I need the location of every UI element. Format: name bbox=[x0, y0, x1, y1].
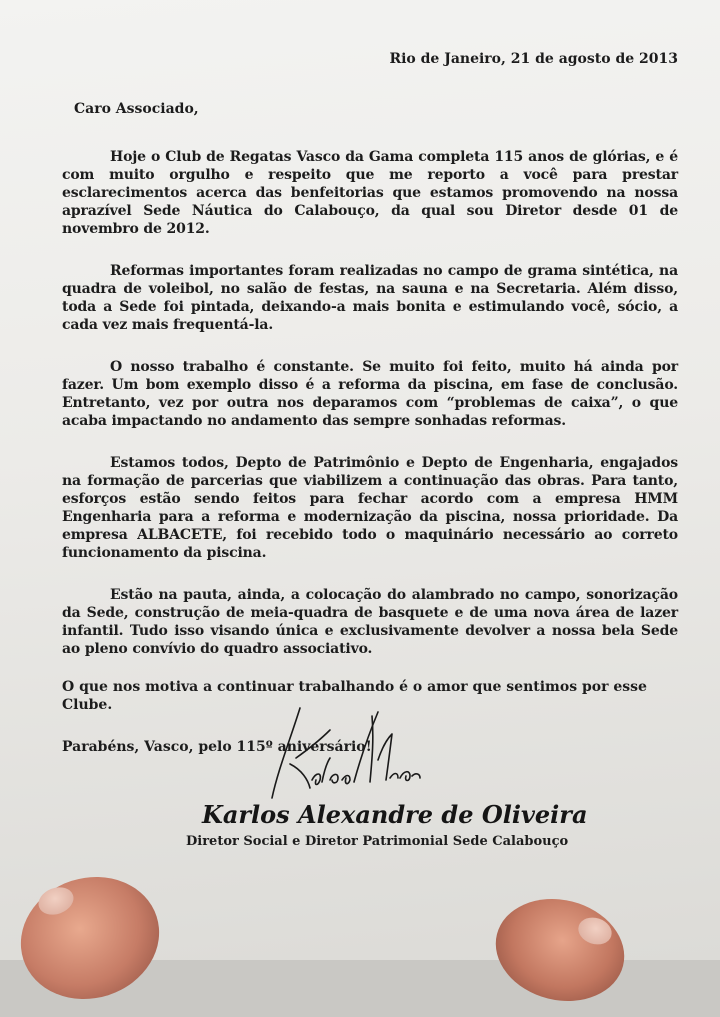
closing-motive: O que nos motiva a continuar trabalhando é o amor que sentimos por esse Clube. bbox=[62, 679, 647, 713]
closing-congratulations: Parabéns, Vasco, pelo 115º aniversário! bbox=[62, 739, 372, 755]
paragraph-anniversary: Hoje o Club de Regatas Vasco da Gama completa 115 anos de glórias, e é com muito orgulho e respeito que me reporto a você para prestar esclarecimentos acerca das benfeitorias que estamos promovendo na nossa aprazível Sede Náutica do Calabouço, da qual sou Diretor desde 01 de novembro de 2012. bbox=[62, 149, 678, 237]
signer-title: Diretor Social e Diretor Patrimonial Sede Calabouço bbox=[186, 834, 569, 849]
handwritten-signature bbox=[260, 700, 460, 810]
paragraph-reforms: Reformas importantes foram realizadas no campo de grama sintética, na quadra de voleibol, no salão de festas, na sauna e na Secretaria. Além disso, toda a Sede foi pintada, deixando-a mais bonita e estimulando você, sócio, a cada vez mais frequentá-la. bbox=[62, 263, 678, 333]
letter-date: Rio de Janeiro, 21 de agosto de 2013 bbox=[389, 51, 678, 67]
paragraph-constant-work: O nosso trabalho é constante. Se muito foi feito, muito há ainda por fazer. Um bom exemplo disso é a reforma da piscina, em fase de conclusão. Entretanto, vez por outra nos deparamos com “problemas de caixa”, o que acaba impactando no andamento das sempre sonhadas reformas. bbox=[62, 359, 678, 429]
paragraph-partnerships: Estamos todos, Depto de Patrimônio e Depto de Engenharia, engajados na formação de parcerias que viabilizem a continuação das obras. Para tanto, esforços estão sendo feitos para fechar acordo com a empresa HMM Engenharia para a reforma e modernização da piscina, nossa prioridade. Da empresa ALBACETE, foi recebido todo o maquinário necessário ao correto funcionamento da piscina. bbox=[62, 455, 678, 561]
letter-body bbox=[62, 50, 678, 756]
letter-greeting: Caro Associado, bbox=[74, 101, 199, 117]
signer-name: Karlos Alexandre de Oliveira bbox=[202, 800, 588, 829]
paragraph-agenda: Estão na pauta, ainda, a colocação do alambrado no campo, sonorização da Sede, construção de meia-quadra de basquete e de uma nova área de lazer infantil. Tudo isso visando única e exclusivamente devolver a nossa bela Sede ao pleno convívio do quadro associativo. bbox=[62, 587, 678, 657]
